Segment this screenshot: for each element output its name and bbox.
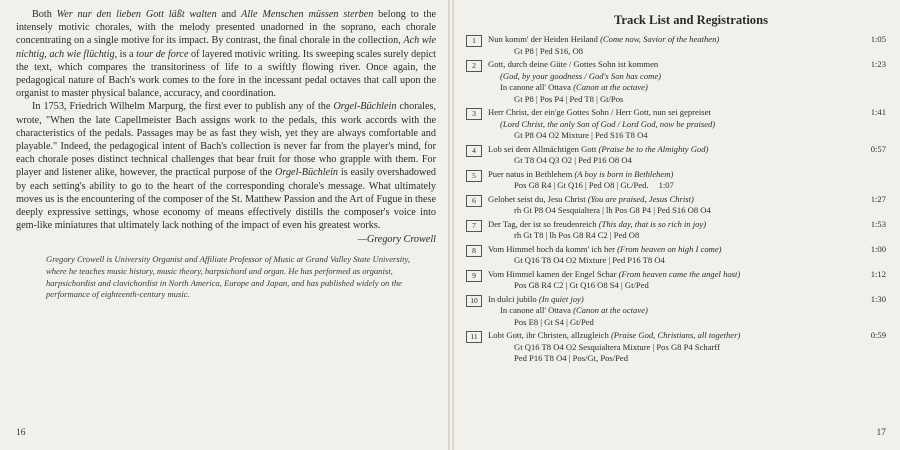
track-registration: Gt Q16 T8 O4 O2 Mixture | Ped P16 T8 O4 [514, 255, 665, 265]
track-entry [466, 244, 886, 267]
track-title: Der Tag, der ist so freudenreich [488, 218, 597, 229]
track-duration-inline: 1:07 [658, 180, 674, 190]
author-signature: —Gregory Crowell [357, 234, 436, 246]
author-bio: Gregory Crowell is University Organist and Affiliate Professor of Music at Grand Valley State University, where he teaches music history, music theory, harpsichord and organ. He has performed as organist, harpsichordist and clavichordist in North America, Europe and Japan, and has published widely on the performance of eighteenth-century music. [46, 254, 411, 300]
track-duration: 1:23 [870, 59, 886, 69]
track-duration: 1:30 [870, 293, 886, 304]
track-entry [466, 269, 886, 292]
page-number-right: 17 [876, 428, 886, 438]
track-subtitle: In canone all' Ottava [500, 305, 571, 315]
essay-paragraph-2: In 1753, Friedrich Wilhelm Marpurg, the first ever to publish any of the Orgel-Büchlein chorales, wrote, "When the late Capellmeister Bach assigns work to the pedals, this work accords with the characteristics of the pedals. Passages may be as fast they wish, yet they are always comfortable and playable." Indeed, the pedagogical intent of Bach's collection is never far from the player's mind, for each chorale poses distinct technical challenges that bear fruit for those who grapple with them. For player and listener alike, however, the practical purpose of the Orgel-Büchlein is easily overshadowed by each setting's ability to go to the heart of the corresponding chorale's message. What ultimately moves us is the encountering of the composer of the St. Matthew Passion and the Art of Fugue in these deeply expressive settings, whose economy of means effectively distills the composer's voice into gem-like miniatures that ultimately lack nothing of the impact of even his greatest works. [16, 101, 436, 232]
track-list [466, 34, 886, 367]
track-number-box: 8 [466, 245, 482, 257]
track-registration: Gt P8 | Ped S16, O8 [514, 45, 584, 56]
track-registration: Gt T8 O4 Q3 O2 | Ped P16 O8 O4 [514, 155, 632, 165]
track-title: Gott, durch deine Güte / Gottes Sohn ist kommen [488, 59, 659, 69]
track-list-title: Track List and Registrations [613, 13, 769, 27]
track-number-box: 1 [466, 35, 482, 47]
track-registration: rh Gt P8 O4 Sesquialtera | lh Pos G8 P4 | Ped S16 O8 O4 [514, 205, 711, 215]
track-duration: 1:53 [870, 218, 886, 229]
track-registration: Pos G8 R4 C2 | Gt Q16 O8 S4 | Gt/Ped [514, 280, 649, 290]
track-entry [466, 144, 886, 167]
track-duration: 1:05 [870, 34, 886, 44]
track-registration: Pos E8 | Gt S4 | Gt/Ped [514, 316, 594, 327]
track-translation: (You are praised, Jesus Christ) [587, 193, 694, 204]
track-translation: (From heaven on high I come) [617, 243, 722, 254]
track-subtitle-translation: (Canon at the octave) [573, 305, 648, 315]
track-translation: (Praise God, Christians, all together) [610, 330, 741, 340]
track-subtitle-translation: (Lord Christ, the only Son of God / Lord God, now be praised) [500, 118, 716, 129]
track-translation: (Come now, Savior of the heathen) [600, 34, 720, 44]
track-duration: 1:41 [870, 107, 886, 117]
track-title: Vom Himmel kamen der Engel Schar [488, 268, 617, 279]
track-translation: (In quiet joy) [538, 293, 584, 304]
track-entry [466, 169, 886, 192]
track-translation: (This day, that is so rich in joy) [598, 218, 707, 229]
track-registration: Pos G8 R4 | Gt Q16 | Ped O8 | Gt./Ped. [514, 180, 649, 190]
track-duration: 1:12 [870, 268, 886, 279]
track-translation: (A boy is born in Bethlehem) [574, 168, 674, 179]
track-entry [466, 330, 886, 365]
track-title: Gelobet seist du, Jesu Christ [488, 193, 586, 204]
track-entry [466, 107, 886, 142]
track-entry [466, 219, 886, 242]
track-registration: Gt Q16 T8 O4 O2 Sesquialtera Mixture | Pos G8 P4 Scharff [514, 341, 720, 352]
track-canon-translation: (Canon at the octave) [573, 82, 648, 92]
track-registration: Gt P8 | Pos P4 | Ped T8 | Gt/Pos [514, 93, 624, 104]
left-page [0, 0, 448, 450]
essay-text [16, 8, 436, 232]
track-title: In dulci jubilo [488, 293, 537, 304]
track-number-box: 9 [466, 270, 482, 282]
track-number-box: 10 [466, 295, 482, 307]
track-subtitle-translation: (God, by your goodness / God's Son has come) [500, 70, 662, 81]
track-entry [466, 59, 886, 105]
track-number-box: 11 [466, 331, 482, 343]
track-title: Nun komm' der Heiden Heiland [488, 34, 598, 44]
track-translation: (From heaven came the angel host) [618, 268, 741, 279]
page-number-left: 16 [16, 428, 26, 438]
track-number-box: 5 [466, 170, 482, 182]
track-registration: rh Gt T8 | lh Pos G8 R4 C2 | Ped O8 [514, 230, 640, 240]
track-number-box: 4 [466, 145, 482, 157]
track-entry [466, 194, 886, 217]
track-duration: 1:00 [870, 243, 886, 254]
track-number-box: 3 [466, 108, 482, 120]
track-entry [466, 294, 886, 329]
track-number-box: 7 [466, 220, 482, 232]
track-title: Lobt Gott, ihr Christen, allzugleich [488, 330, 609, 340]
track-duration: 0:59 [870, 330, 886, 340]
track-canon-label: In canone all' Ottava [500, 82, 571, 92]
track-title: Lob sei dem Allmächtigen Gott [488, 143, 597, 154]
track-duration: 1:27 [870, 193, 886, 204]
track-translation: (Praise be to the Almighty God) [598, 143, 709, 154]
track-title: Vom Himmel hoch da komm' ich her [488, 243, 615, 254]
track-number-box: 2 [466, 60, 482, 72]
track-duration: 0:57 [870, 143, 886, 154]
track-registration-continued: Ped P16 T8 O4 | Pos/Gt, Pos/Ped [514, 353, 629, 363]
track-registration: Gt P8 O4 O2 Mixture | Ped S16 T8 O4 [514, 130, 648, 140]
track-title: Herr Christ, der ein'ge Gottes Sohn / Herr Gott, nun sei gepreiset [488, 107, 711, 117]
right-page [454, 0, 900, 450]
track-title: Puer natus in Bethlehem [488, 168, 573, 179]
track-entry [466, 34, 886, 57]
essay-paragraph-1: Both Wer nur den lieben Gott läßt walten and Alle Menschen müssen sterben belong to the intensely motivic chorales, with the melody presented unadorned in the soprano, each chorale concentrating on a single motive for its impact. By contrast, the final chorale in the collection, Ach wie nichtig, ach wie flüchtig, is a tour de force of layered motivic writing. Its sweeping scales surely depict the text, which compares the transitoriness of life to a swiftly flowing river. Once again, the pedagogical nature of Bach's work comes to the fore in the incessant pedal octaves that call upon the organist to master physical balance, accuracy, and coordination. [16, 9, 436, 100]
track-number-box: 6 [466, 195, 482, 207]
